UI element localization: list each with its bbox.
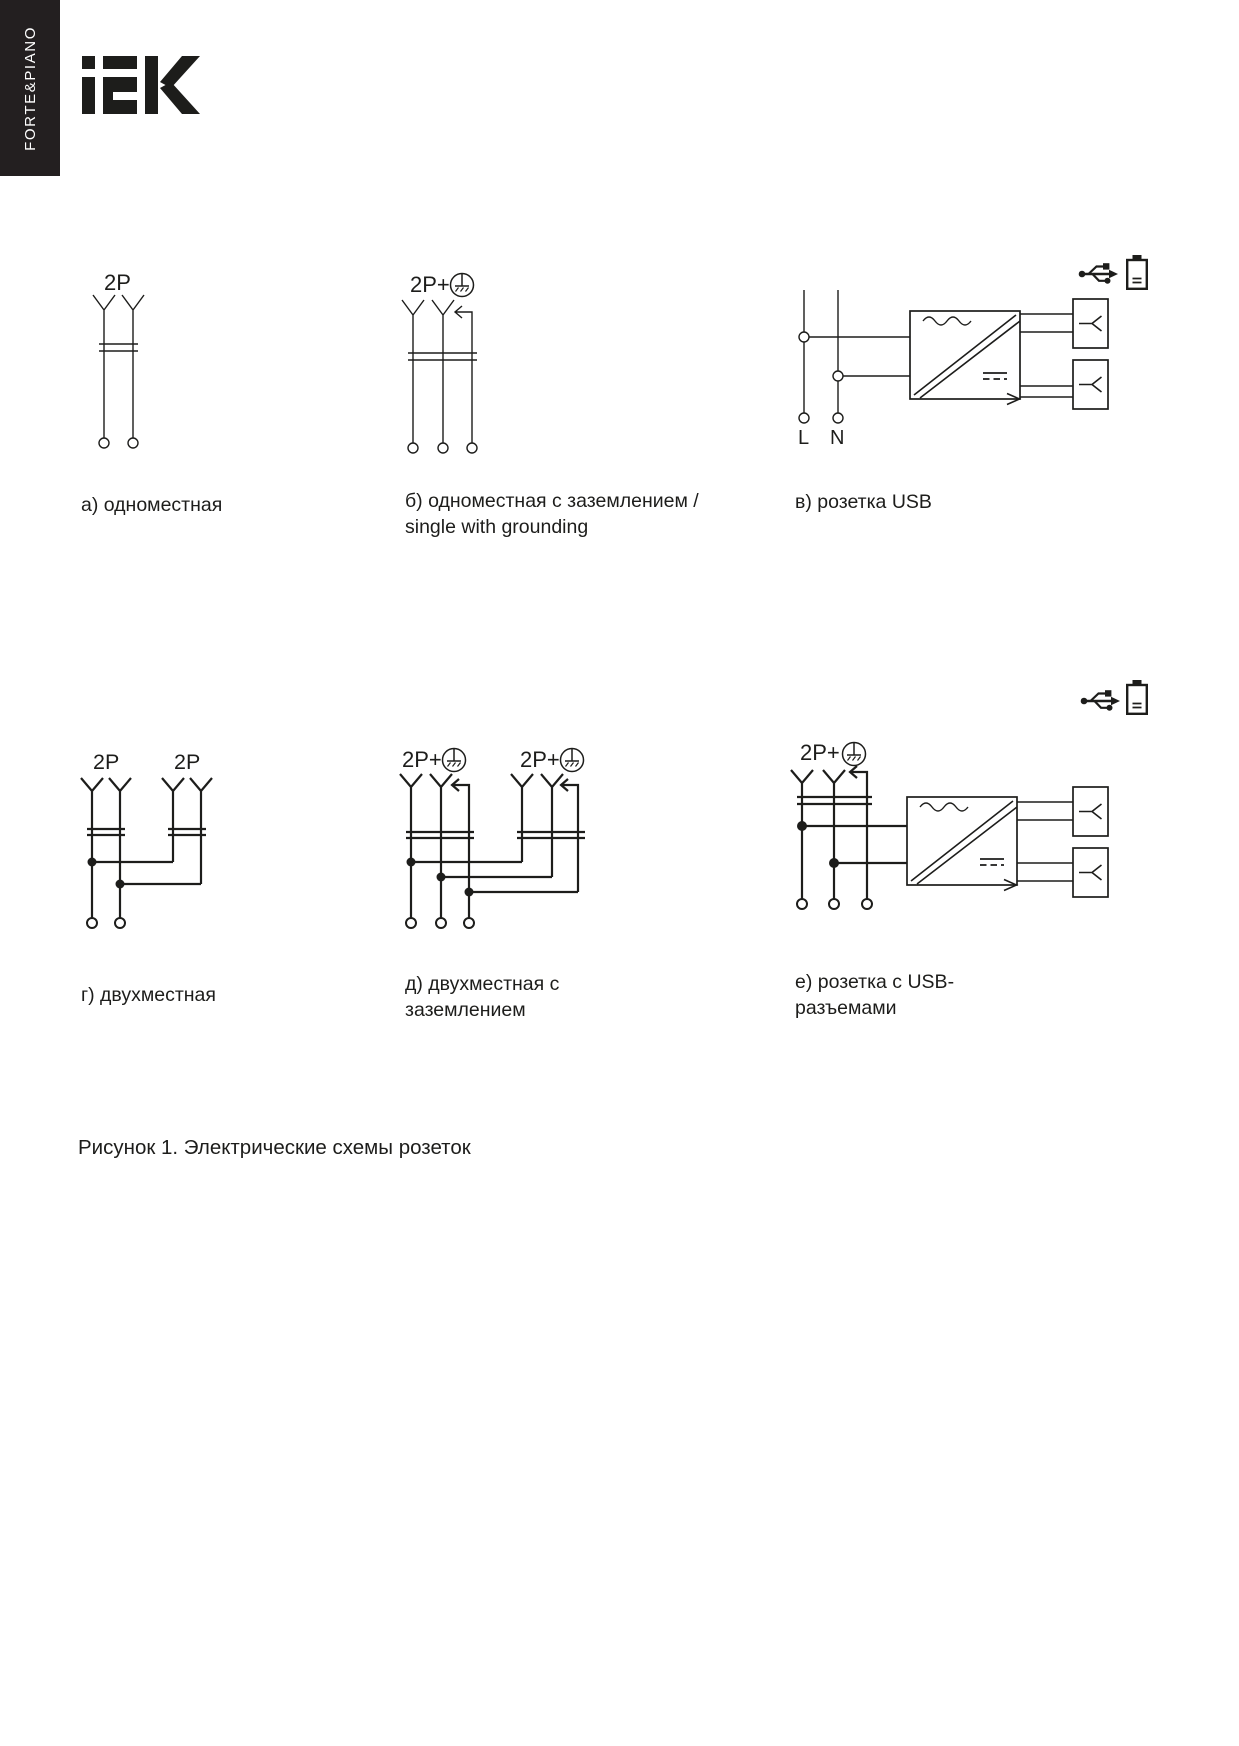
socket-contact <box>541 774 563 877</box>
usb-outlet-box <box>1073 848 1108 897</box>
protective-earth-icon <box>843 743 866 766</box>
diagram-v-caption: в) розетка USB <box>795 491 932 513</box>
diagram-e-caption-line2: разъемами <box>795 997 897 1019</box>
socket-contact <box>122 295 144 438</box>
pole-count-label: 2P <box>93 750 120 774</box>
junction-dot <box>116 880 125 889</box>
socket-contact <box>81 778 103 918</box>
terminal <box>406 918 416 928</box>
usb-outlet-box <box>1073 299 1108 348</box>
terminal <box>833 413 843 423</box>
ac-dc-converter-box <box>910 311 1020 405</box>
protective-earth-icon <box>451 274 474 297</box>
supply-wires <box>804 290 838 413</box>
usb-outlet-box <box>1073 787 1108 836</box>
diagram-b-caption-en: single with grounding <box>405 516 589 538</box>
socket-contact <box>162 778 184 862</box>
wire-l-label: L <box>798 427 810 449</box>
socket-contact <box>400 774 422 918</box>
double-pole-link <box>406 832 585 838</box>
junction-dot <box>829 858 839 868</box>
socket-contact <box>823 770 845 899</box>
terminal <box>464 918 474 928</box>
diagram-e-schematic <box>780 663 1170 918</box>
socket-contact <box>511 774 533 862</box>
usb-icon <box>1081 690 1120 711</box>
battery-icon <box>1127 680 1147 714</box>
jumper-wires <box>92 862 201 884</box>
junction-dot <box>437 873 446 882</box>
junction-dot <box>797 821 807 831</box>
terminal <box>87 918 97 928</box>
junction-dot <box>465 888 474 897</box>
protective-earth-icon <box>443 749 466 772</box>
terminal <box>128 438 138 448</box>
usb-icon <box>1079 263 1118 284</box>
diagram-d-caption-line2: заземлением <box>405 999 526 1021</box>
terminal <box>115 918 125 928</box>
input-wires <box>804 337 910 376</box>
ground-contact-arrow <box>561 779 578 892</box>
output-wires <box>1020 314 1073 397</box>
terminal <box>408 443 418 453</box>
terminal <box>99 438 109 448</box>
protective-earth-icon <box>561 749 584 772</box>
ground-contact-arrow <box>452 779 469 918</box>
input-wires <box>802 826 907 863</box>
output-wires <box>1017 802 1073 881</box>
socket-contact <box>190 778 212 884</box>
diagram-d-caption-line1: д) двухместная с <box>405 973 560 995</box>
pole-count-label: 2P+ <box>800 740 840 765</box>
double-pole-link <box>99 344 138 351</box>
terminal <box>467 443 477 453</box>
terminal <box>799 413 809 423</box>
pole-count-label: 2P <box>174 750 201 774</box>
ac-dc-converter-box <box>907 797 1017 891</box>
terminal <box>436 918 446 928</box>
junction-dot <box>407 858 416 867</box>
diagram-e-caption-line1: е) розетка с USB- <box>795 971 955 993</box>
socket-contact <box>432 300 454 443</box>
pole-count-label: 2P+ <box>520 747 560 772</box>
diagram-b-caption-ru: б) одноместная с заземлением / <box>405 490 699 512</box>
brand-vertical-text: FORTE&PIANO <box>21 25 39 151</box>
usb-outlet-box <box>1073 360 1108 409</box>
terminal <box>438 443 448 453</box>
brand-sidebar <box>0 0 60 176</box>
junction-dot <box>88 858 97 867</box>
socket-contact <box>430 774 452 918</box>
terminal <box>833 371 843 381</box>
terminal <box>829 899 839 909</box>
pole-count-label: 2P+ <box>410 272 450 297</box>
socket-contact <box>791 770 813 899</box>
socket-contact <box>93 295 115 438</box>
terminal <box>799 332 809 342</box>
diagram-g-caption: г) двухместная <box>81 984 216 1006</box>
socket-contact <box>109 778 131 918</box>
ground-contact-arrow <box>850 766 867 899</box>
diagram-a-caption: а) одноместная <box>81 494 223 516</box>
figure-caption: Рисунок 1. Электрические схемы розеток <box>78 1136 471 1159</box>
ground-contact-arrow <box>455 306 472 443</box>
battery-icon <box>1127 255 1147 289</box>
double-pole-link <box>87 829 206 835</box>
socket-contact <box>402 300 424 443</box>
wire-n-label: N <box>830 427 845 449</box>
pole-count-label: 2P+ <box>402 747 442 772</box>
terminal <box>797 899 807 909</box>
iek-logo <box>82 56 200 114</box>
terminal <box>862 899 872 909</box>
pole-count-label: 2P <box>104 270 131 295</box>
